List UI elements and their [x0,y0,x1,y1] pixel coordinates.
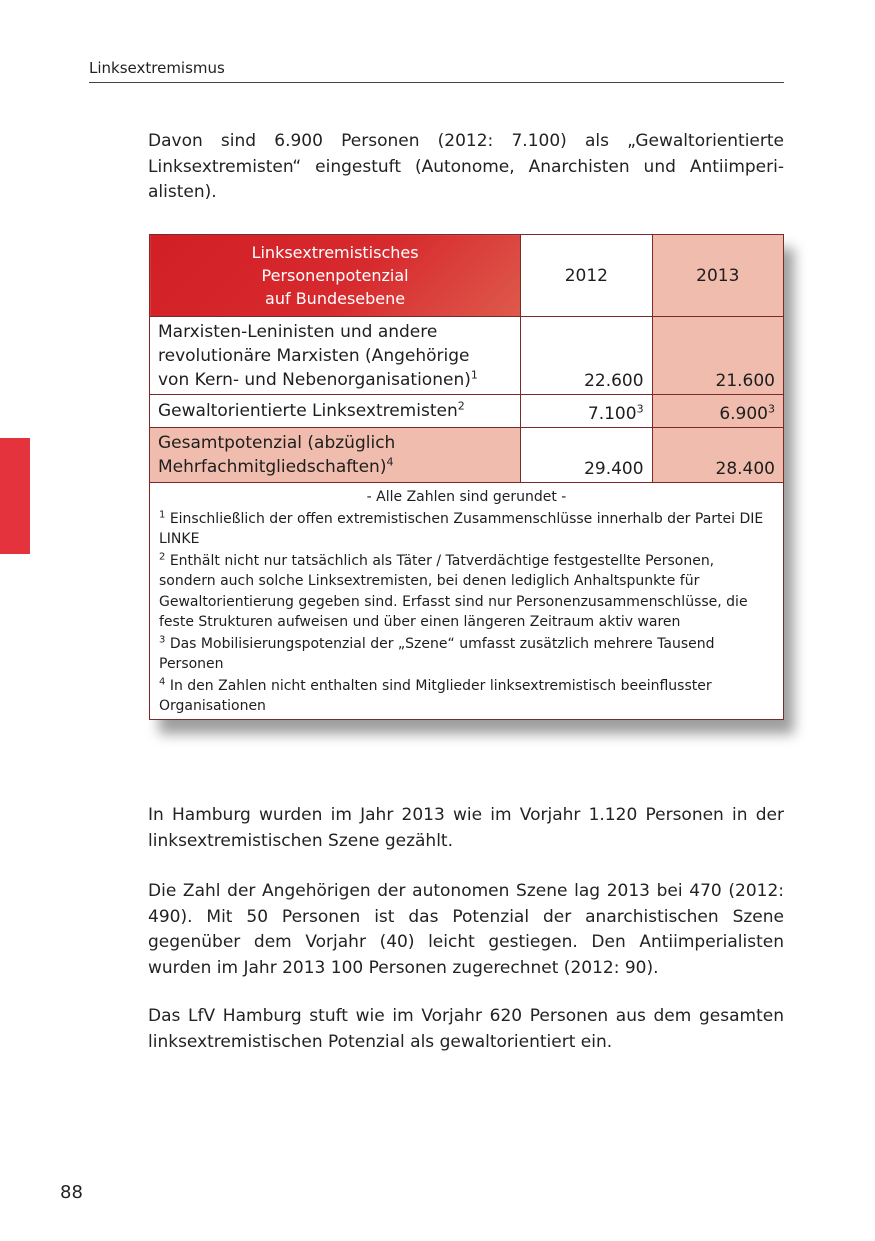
footnote-number: 2 [159,550,166,562]
header-label-line: auf Bundesebene [265,289,406,308]
footnote-text: Einschließlich der offen extremistischen Zusammenschlüsse innerhalb der Partei DIE LINKE [159,510,764,547]
row-label-line [158,368,512,392]
chapter-side-tab [0,438,30,554]
footnote-4 [159,676,774,717]
footnote-text: Enthält nicht nur tatsächlich als Täter / Tatverdächtige festgestellte Personen, sondern auch solche Linksextremisten, bei denen lediglich Anhaltspunkte für Gewaltorientierung gegeben sind. Erfasst sind nur Personenzusammenschlüsse, die feste Strukturen aufweisen und über einen längeren Zeitraum aktiv waren [159,552,748,630]
row-label-text: Mehrfachmitgliedschaften) [158,457,387,477]
value-2012 [521,395,652,428]
header-label-line: Linksextremistisches [251,243,419,262]
value-2013 [652,395,783,428]
table-header-label [150,235,521,317]
footnote-marker: 1 [470,367,478,381]
row-label-line: Marxisten-Leninisten und andere [158,321,438,342]
row-label-line [158,455,512,479]
header-divider [89,82,784,83]
value-text: 6.900 [719,404,768,424]
value-2012: 29.400 [521,428,652,483]
footnote-marker: 4 [386,455,394,469]
table-total-row [150,428,784,483]
rounding-note: - Alle Zahlen sind gerundet - [366,489,567,505]
footnote-3 [159,634,774,675]
table-row [150,395,784,428]
intro-paragraph: Davon sind 6.900 Personen (2012: 7.100) als „Gewaltorientierte Linksextremisten“ eingestuft (Autonome, Anarchisten und Antiimperialisten). [148,131,784,202]
value-2013: 21.600 [652,317,783,395]
footnote-1 [159,509,774,550]
total-label [150,428,521,483]
footnote-marker: 3 [768,402,775,416]
row-label-line: Gesamtpotenzial (abzüglich [158,433,396,453]
row-label-text: von Kern- und Nebenorganisationen) [158,369,471,390]
row-label [150,317,521,395]
page-number: 88 [60,1182,83,1203]
running-header: Linksextremismus [89,59,225,77]
footnote-number: 4 [159,675,166,687]
footnote-marker: 2 [457,399,465,413]
statistics-table [149,234,784,483]
footnote-2 [159,551,774,633]
year-2012-header: 2012 [521,235,652,317]
footnote-marker: 3 [636,402,644,416]
table-header-row [150,235,784,317]
row-label [150,395,521,428]
value-2013: 28.400 [652,428,783,483]
year-2013-header: 2013 [652,235,783,317]
scene-paragraph: Die Zahl der Angehörigen der autonomen Szene lag 2013 bei 470 (2012: 490). Mit 50 Personen ist das Potenzial der anarchistischen Szene gegenüber dem Vorjahr (40) leicht gestiegen. Den Antiimperialisten wurden im Jahr 2013 100 Personen zugerechnet (2012: 90). [148,881,784,978]
value-2012: 22.600 [521,317,652,395]
table-footnotes [149,483,784,720]
footnote-text: Das Mobilisierungspotenzial der „Szene“ umfasst zusätzlich mehrere Tausend Personen [159,635,715,672]
table-row [150,317,784,395]
value-text: 7.100 [587,404,637,424]
footnote-number: 3 [159,633,166,645]
hamburg-paragraph: In Hamburg wurden im Jahr 2013 wie im Vorjahr 1.120 Personen in der linksextremistischen Szene gezählt. [148,805,784,851]
header-label-line: Personenpotenzial [261,266,409,285]
footnote-text: In den Zahlen nicht enthalten sind Mitglieder linksextremistisch beeinflusster Organisationen [159,677,712,714]
row-label-line: revolutionäre Marxisten (Angehörige [158,345,470,366]
row-label-text: Gewaltorientierte Linksextremisten [158,401,458,421]
lfv-paragraph: Das LfV Hamburg stuft wie im Vorjahr 620 Personen aus dem gesamten linksextremistischen Potenzial als gewaltorientiert ein. [148,1006,784,1052]
statistics-table-box [149,234,784,720]
footnote-number: 1 [159,508,166,520]
